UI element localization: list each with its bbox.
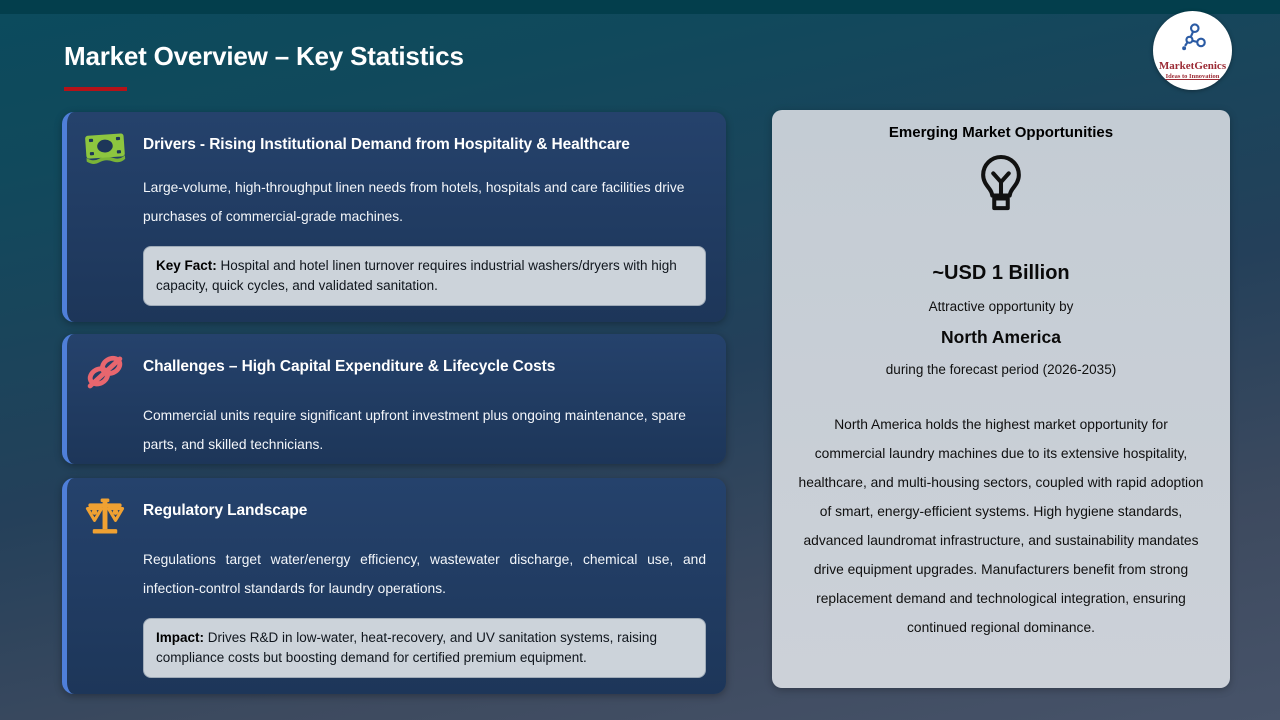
money-icon: [83, 130, 127, 164]
impact-text: Drives R&D in low-water, heat-recovery, and UV sanitation systems, raising compliance costs but boosting demand for certified premium equipment.: [156, 630, 657, 665]
regulatory-card: [62, 478, 726, 694]
regulatory-heading: Regulatory Landscape: [143, 502, 308, 519]
scales-icon: [83, 496, 127, 536]
molecule-icon: [1175, 22, 1211, 59]
opportunity-region: North America: [941, 327, 1061, 347]
top-strip: [0, 0, 1280, 14]
key-fact-label: Key Fact:: [156, 258, 217, 273]
logo-name: MarketGenics: [1158, 59, 1227, 72]
broken-link-icon: [83, 352, 127, 392]
drivers-heading: Drivers - Rising Institutional Demand from Hospitality & Healthcare: [143, 136, 630, 153]
title-underline: [64, 87, 127, 91]
lightbulb-icon: [798, 153, 1204, 220]
opportunity-value: ~USD 1 Billion: [932, 262, 1070, 284]
drivers-body: Large-volume, high-throughput linen needs from hotels, hospitals and care facilities drive purchases of commercial-grade machines.: [143, 180, 685, 224]
logo-tagline: Ideas to Innovation: [1165, 72, 1220, 80]
impact-box: [143, 618, 706, 678]
opportunity-period: during the forecast period (2026-2035): [885, 362, 1117, 377]
key-fact-box: [143, 246, 706, 306]
page-title: Market Overview – Key Statistics: [64, 41, 464, 71]
challenges-body: Commercial units require significant upfront investment plus ongoing maintenance, spare parts, and skilled technicians.: [143, 408, 686, 452]
impact-label: Impact:: [156, 630, 205, 645]
challenges-card: [62, 334, 726, 464]
challenges-heading: Challenges – High Capital Expenditure & Lifecycle Costs: [143, 358, 556, 375]
regulatory-body: Regulations target water/energy efficiency, wastewater discharge, chemical use, and infection-control standards for laundry operations.: [143, 552, 706, 596]
drivers-card: [62, 112, 726, 322]
opportunity-title: Emerging Market Opportunities: [888, 124, 1114, 141]
key-fact-text: Hospital and hotel linen turnover requires industrial washers/dryers with high capacity, quick cycles, and validated sanitation.: [156, 258, 677, 293]
opportunity-description: North America holds the highest market opportunity for commercial laundry machines due to its extensive hospitality, healthcare, and multi-housing sectors, coupled with rapid adoption of smart, energy-efficient systems. High hygiene standards, advanced laundromat infrastructure, and sustainability mandates drive equipment upgrades. Manufacturers benefit from strong replacement demand and technological integration, ensuring continued regional dominance.: [798, 417, 1204, 635]
logo: [1153, 11, 1232, 90]
opportunity-caption: Attractive opportunity by: [928, 299, 1074, 314]
opportunity-panel: [772, 110, 1230, 688]
